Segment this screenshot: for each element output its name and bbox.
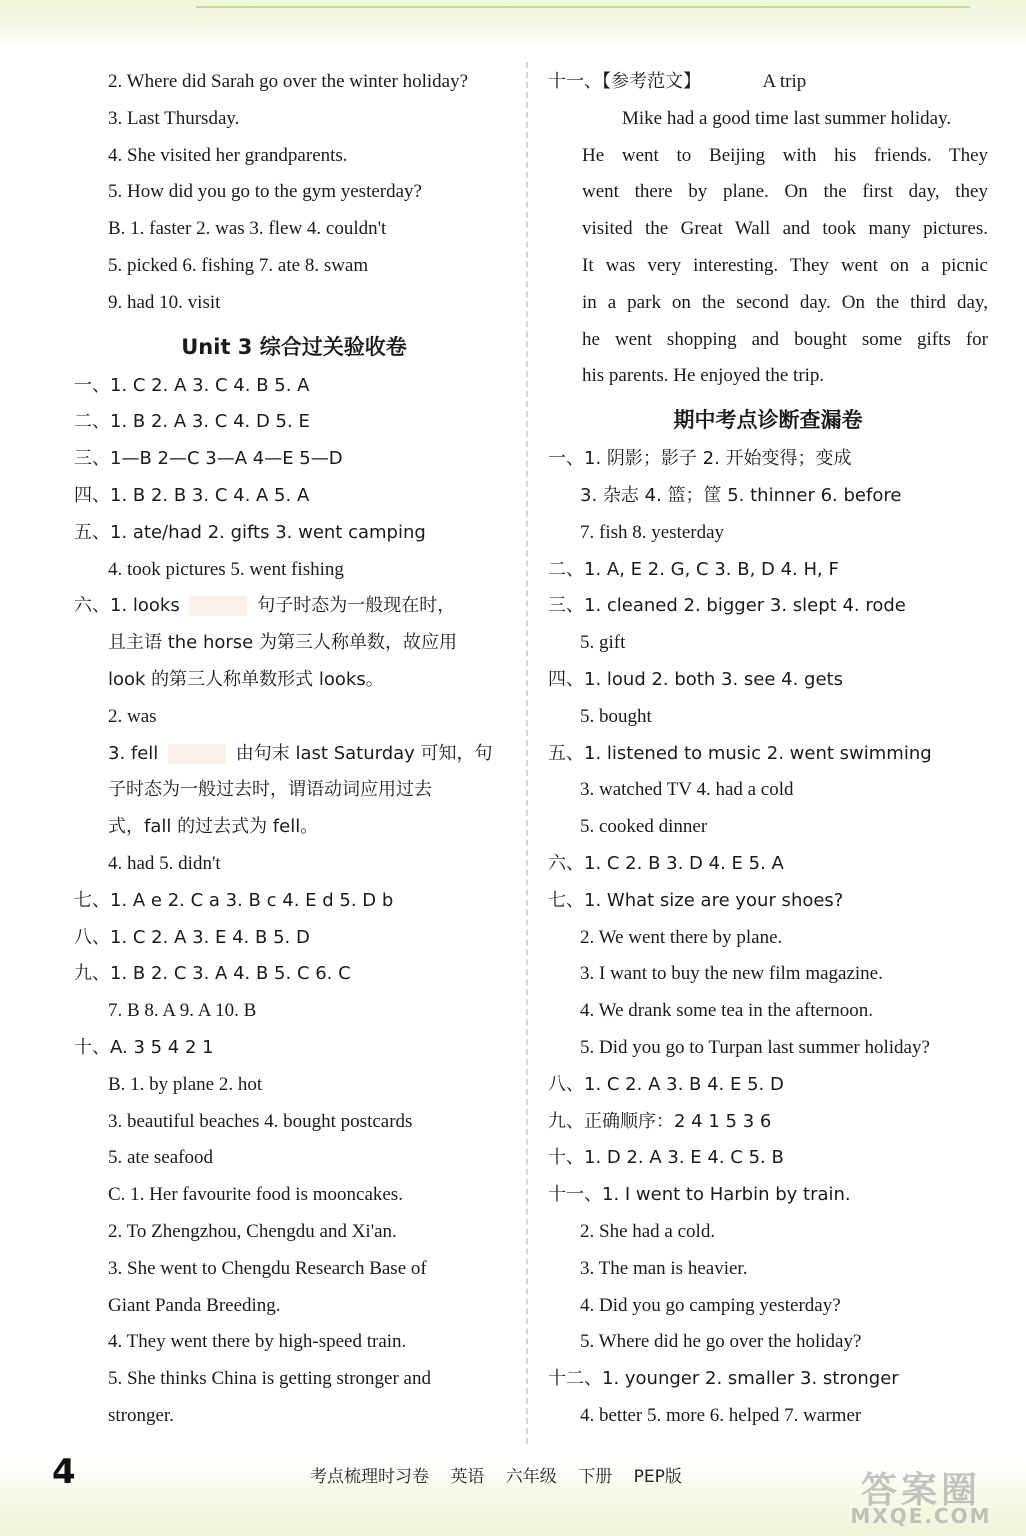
- watermark-logo: [816, 1462, 1016, 1528]
- footer-book-title: 考点梳理时习卷 英语 六年级 下册 PEP版: [310, 1467, 682, 1487]
- answer-line: [74, 588, 514, 625]
- answer-line: 7. B 8. A 9. A 10. B: [108, 1000, 257, 1022]
- answer-line: 4. They went there by high-speed train.: [108, 1331, 407, 1353]
- answer-line: 5. gift: [580, 632, 626, 654]
- answer-line: 四、1. B 2. B 3. C 4. A 5. A: [74, 484, 310, 506]
- answer-line: 5. Where did he go over the holiday?: [580, 1331, 862, 1353]
- watermark-top: 答案圈: [860, 1470, 981, 1511]
- answer-line: 2. Where did Sarah go over the winter holiday?: [108, 71, 469, 92]
- answer-line: 八、1. C 2. A 3. E 4. B 5. D: [74, 926, 310, 948]
- faded-label: [189, 596, 247, 616]
- answer-line: [74, 736, 514, 773]
- answer-line: 2. We went there by plane.: [580, 926, 783, 948]
- answer-line: 十一、1. I went to Harbin by train.: [548, 1184, 851, 1206]
- answer-line: 七、1. A e 2. C a 3. B c 4. E d 5. D b: [74, 889, 394, 911]
- column-divider: [526, 62, 528, 1444]
- page-number: 4: [52, 1452, 76, 1492]
- answer-line: 十、A. 3 5 4 2 1: [74, 1036, 214, 1058]
- answer-line: 5. How did you go to the gym yesterday?: [108, 181, 422, 203]
- essay-line: Mike had a good time last summer holiday.: [622, 107, 952, 129]
- explanation-text: 句子时态为一般现在时，: [257, 595, 456, 617]
- answer-line: 2. To Zhengzhou, Chengdu and Xi'an.: [108, 1220, 397, 1242]
- explanation-line: 子时态为一般过去时，谓语动词应用过去: [108, 779, 432, 801]
- answer-line: 4. She visited her grandparents.: [108, 144, 348, 166]
- right-column: [548, 64, 988, 1435]
- left-column: [74, 64, 514, 1435]
- answer-line: 十、1. D 2. A 3. E 4. C 5. B: [548, 1147, 784, 1169]
- unit-3-title: Unit 3 综合过关验收卷: [181, 334, 407, 359]
- answer-line: 一、1. C 2. A 3. C 4. B 5. A: [74, 374, 310, 396]
- answer-line: 3. She went to Chengdu Research Base of: [108, 1257, 427, 1279]
- answer-line: 一、1. 阴影；影子 2. 开始变得；变成: [548, 448, 852, 470]
- answer-line: 四、1. loud 2. both 3. see 4. gets: [548, 668, 843, 690]
- answer-line: 3. I want to buy the new film magazine.: [580, 963, 883, 985]
- answer-line: 五、1. listened to music 2. went swimming: [548, 742, 932, 764]
- answer-text: 六、1. looks: [74, 595, 180, 617]
- essay-line: went there by plane. On the first day, they: [582, 181, 988, 203]
- answer-line: 5. She thinks China is getting stronger and: [108, 1368, 431, 1390]
- explanation-line: 式，fall 的过去式为 fell。: [108, 816, 319, 838]
- answer-line: 9. had 10. visit: [108, 291, 221, 313]
- essay-heading: [548, 64, 988, 101]
- essay-label: 十一、【参考范文】: [548, 71, 701, 92]
- answer-line: 4. better 5. more 6. helped 7. warmer: [580, 1404, 862, 1426]
- answer-line: 三、1—B 2—C 3—A 4—E 5—D: [74, 448, 343, 470]
- watermark-bottom: MXQE.COM: [850, 1504, 992, 1528]
- answer-line: 3. beautiful beaches 4. bought postcards: [108, 1110, 413, 1132]
- answer-line: 3. watched TV 4. had a cold: [580, 779, 794, 801]
- answer-line: 5. ate seafood: [108, 1147, 213, 1169]
- answer-line: 九、1. B 2. C 3. A 4. B 5. C 6. C: [74, 963, 351, 985]
- essay-line: visited the Great Wall and took many pictures.: [582, 218, 988, 240]
- answer-line: 3. Last Thursday.: [108, 107, 240, 129]
- essay-line: It was very interesting. They went on a picnic: [582, 254, 988, 276]
- essay-title: A trip: [762, 71, 807, 92]
- header-rule: [196, 6, 970, 8]
- answer-line: 3. 杂志 4. 篮；筐 5. thinner 6. before: [580, 484, 902, 506]
- answer-line: 三、1. cleaned 2. bigger 3. slept 4. rode: [548, 595, 906, 617]
- answer-line: stronger.: [108, 1404, 174, 1426]
- answer-line: 4. We drank some tea in the afternoon.: [580, 1000, 874, 1022]
- answer-line: 5. bought: [580, 705, 652, 727]
- answer-line: C. 1. Her favourite food is mooncakes.: [108, 1184, 403, 1206]
- answer-line: 5. cooked dinner: [580, 816, 708, 838]
- answer-line: 二、1. A, E 2. G, C 3. B, D 4. H, F: [548, 558, 839, 580]
- faded-label: [168, 744, 226, 764]
- answer-line: 九、正确顺序：2 4 1 5 3 6: [548, 1110, 772, 1132]
- answer-line: 5. Did you go to Turpan last summer holiday?: [580, 1036, 930, 1058]
- essay-line: in a park on the second day. On the third day,: [582, 291, 988, 313]
- explanation-line: 且主语 the horse 为第三人称单数，故应用: [108, 632, 457, 654]
- answer-line: Giant Panda Breeding.: [108, 1294, 281, 1316]
- answer-line: 4. took pictures 5. went fishing: [108, 558, 344, 580]
- answer-text: 3. fell: [108, 742, 159, 764]
- essay-line: he went shopping and bought some gifts for: [582, 328, 988, 350]
- explanation-text: 由句末 last Saturday 可知，句: [235, 742, 493, 764]
- answer-line: 3. The man is heavier.: [580, 1257, 748, 1279]
- midterm-title: 期中考点诊断查漏卷: [673, 408, 863, 433]
- answer-line: 4. Did you go camping yesterday?: [580, 1294, 841, 1316]
- answer-line: 4. had 5. didn't: [108, 852, 221, 874]
- answer-line: 六、1. C 2. B 3. D 4. E 5. A: [548, 852, 784, 874]
- essay-line: his parents. He enjoyed the trip.: [582, 365, 825, 387]
- answer-line: 5. picked 6. fishing 7. ate 8. swam: [108, 254, 369, 276]
- answer-line: 7. fish 8. yesterday: [580, 521, 725, 543]
- answer-line: 五、1. ate/had 2. gifts 3. went camping: [74, 521, 426, 543]
- answer-line: 十二、1. younger 2. smaller 3. stronger: [548, 1368, 899, 1390]
- answer-line: 八、1. C 2. A 3. B 4. E 5. D: [548, 1073, 784, 1095]
- essay-line: He went to Beijing with his friends. They: [582, 144, 988, 166]
- answer-line: 二、1. B 2. A 3. C 4. D 5. E: [74, 411, 310, 433]
- explanation-line: look 的第三人称单数形式 looks。: [108, 668, 384, 690]
- answer-line: B. 1. faster 2. was 3. flew 4. couldn't: [108, 218, 387, 240]
- answer-line: B. 1. by plane 2. hot: [108, 1073, 263, 1095]
- answer-line: 2. She had a cold.: [580, 1220, 716, 1242]
- answer-line: 七、1. What size are your shoes?: [548, 889, 844, 911]
- answer-line: 2. was: [108, 705, 157, 727]
